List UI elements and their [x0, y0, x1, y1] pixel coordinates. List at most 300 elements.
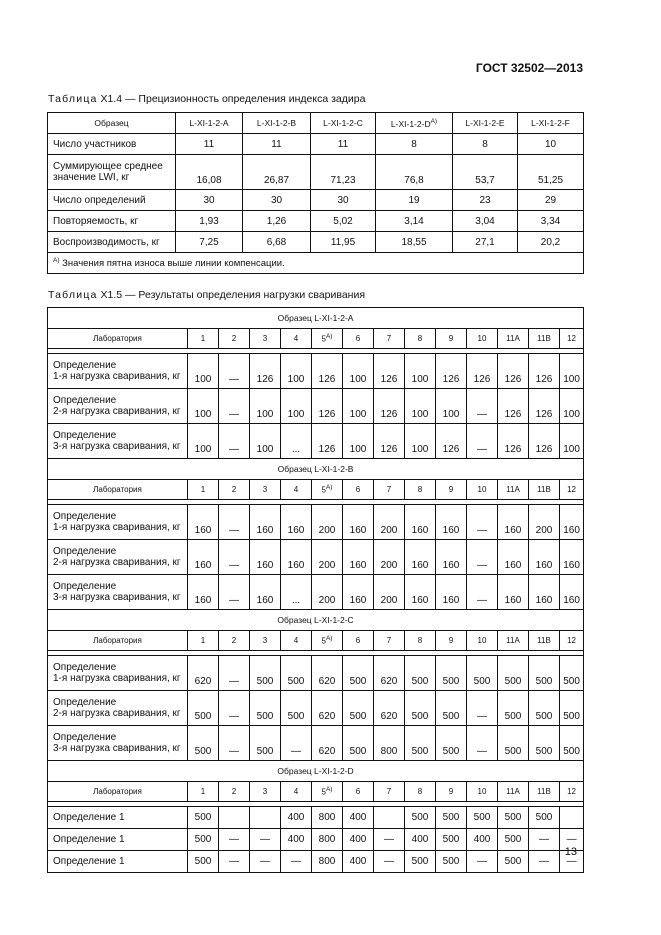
table-cell: 500	[436, 807, 467, 829]
row-label-line: Определение 1	[53, 812, 125, 823]
table-cell: 500	[405, 726, 436, 761]
row-label-line: 2-я нагрузка сваривания, кг	[53, 557, 181, 568]
lab-number-text: 4	[293, 636, 299, 645]
row-label-line: Определение	[53, 546, 117, 557]
lab-number-text: 1	[200, 636, 206, 645]
row-label	[48, 807, 188, 829]
table-cell: —	[250, 851, 281, 873]
table-cell: 500	[250, 726, 281, 761]
sample-name: Образец L-XI-1-2-D	[48, 761, 584, 782]
row-label-line: 1-я нагрузка сваривания, кг	[53, 673, 181, 684]
lab-number	[343, 480, 374, 500]
lab-number	[343, 329, 374, 349]
row-label	[48, 726, 188, 761]
table-cell: ...	[281, 575, 312, 610]
table-cell: 500	[529, 726, 560, 761]
row-label-line: 3-я нагрузка сваривания, кг	[53, 441, 181, 452]
lab-number	[281, 329, 312, 349]
footnote-row	[48, 253, 584, 274]
lab-number-text: 8	[417, 787, 423, 796]
sample-header-row	[48, 459, 584, 480]
lab-number-text: 12	[567, 334, 577, 343]
lab-number-text: 11B	[537, 485, 551, 494]
table-cell: 160	[560, 540, 584, 575]
lab-number-text: 6	[355, 787, 361, 796]
table-cell: —	[560, 851, 584, 873]
lab-number-text: 5	[321, 787, 326, 797]
lab-number	[560, 782, 584, 802]
data-row	[48, 575, 584, 610]
footnote-marker: A)	[325, 635, 333, 643]
footnote-marker: A)	[430, 117, 438, 125]
lab-number	[560, 329, 584, 349]
table-cell: 500	[436, 851, 467, 873]
data-row	[48, 829, 584, 851]
table-cell: 160	[560, 575, 584, 610]
lab-number	[405, 631, 436, 651]
lab-number-text: 1	[200, 485, 206, 494]
footnote-marker: A)	[325, 484, 333, 492]
table-cell: 126	[374, 389, 405, 424]
table-cell: 100	[343, 354, 374, 389]
table-cell: 160	[498, 575, 529, 610]
lab-number	[343, 782, 374, 802]
row-label	[48, 540, 188, 575]
table-cell: 160	[281, 540, 312, 575]
table-cell: 500	[436, 656, 467, 691]
lab-number	[374, 480, 405, 500]
table-cell: 400	[405, 829, 436, 851]
row-label-line: Определение	[53, 395, 117, 406]
row-label	[48, 424, 188, 459]
table-cell: 500	[188, 691, 219, 726]
table-cell: 100	[405, 389, 436, 424]
table-cell: 500	[498, 807, 529, 829]
table-cell: 500	[498, 656, 529, 691]
table-cell: ...	[281, 424, 312, 459]
row-label	[48, 354, 188, 389]
lab-number-text: 8	[417, 485, 423, 494]
table-cell: 200	[374, 505, 405, 540]
row-label-line: 3-я нагрузка сваривания, кг	[53, 743, 181, 754]
table-cell: 160	[405, 540, 436, 575]
table-row	[48, 211, 584, 232]
table-cell: 26,87	[243, 155, 311, 190]
table-cell: 500	[529, 656, 560, 691]
table-cell: 160	[436, 575, 467, 610]
lab-label: Лаборатория	[48, 329, 188, 349]
sample-name: Образец L-XI-1-2-C	[48, 610, 584, 631]
table-cell: 500	[188, 807, 219, 829]
lab-header-row	[48, 782, 584, 802]
table-cell: 20,2	[518, 232, 584, 253]
lab-number	[312, 631, 343, 651]
sample-header-row	[48, 308, 584, 329]
table-cell: 53,7	[453, 155, 518, 190]
table-cell: 160	[188, 540, 219, 575]
table-cell: 620	[188, 656, 219, 691]
sample-name: Образец L-XI-1-2-B	[48, 459, 584, 480]
table-cell: 500	[405, 656, 436, 691]
table-cell: 18,55	[376, 232, 453, 253]
table-cell: 500	[529, 807, 560, 829]
table-cell: —	[219, 851, 250, 873]
lab-number-text: 2	[231, 334, 237, 343]
table-cell: 100	[188, 354, 219, 389]
row-label-line: 3-я нагрузка сваривания, кг	[53, 592, 181, 603]
caption-prefix: Таблица	[48, 93, 98, 105]
table-cell: 500	[405, 851, 436, 873]
row-label-line: 2-я нагрузка сваривания, кг	[53, 708, 181, 719]
table-cell: 100	[405, 354, 436, 389]
table-cell: 800	[312, 807, 343, 829]
column-header-label: Образец	[94, 118, 129, 128]
column-header-specimen	[311, 113, 376, 134]
table-cell: —	[467, 851, 498, 873]
column-header-specimen	[518, 113, 584, 134]
lab-number	[467, 480, 498, 500]
table-cell: 11	[311, 134, 376, 155]
table-cell: 7,25	[176, 232, 243, 253]
lab-number	[560, 480, 584, 500]
table-cell: 100	[250, 424, 281, 459]
table-cell: 126	[529, 389, 560, 424]
table-row	[48, 155, 584, 190]
table-cell: 160	[529, 575, 560, 610]
table-cell: 29	[518, 190, 584, 211]
table-cell: 500	[467, 807, 498, 829]
lab-number-text: 9	[448, 636, 454, 645]
lab-header-row	[48, 480, 584, 500]
lab-number-text: 11A	[506, 485, 520, 494]
lab-number	[281, 782, 312, 802]
table-cell: 160	[498, 540, 529, 575]
precision-table	[47, 112, 584, 274]
table-cell: 100	[281, 354, 312, 389]
table-cell: 126	[498, 389, 529, 424]
lab-number	[312, 480, 343, 500]
table-cell: —	[467, 726, 498, 761]
lab-number	[498, 329, 529, 349]
row-label	[48, 691, 188, 726]
row-label-line: Определение	[53, 581, 117, 592]
table-cell: 500	[250, 656, 281, 691]
table-cell: 500	[560, 726, 584, 761]
table-cell: 800	[312, 851, 343, 873]
row-label-line: Определение	[53, 511, 117, 522]
lab-number	[467, 631, 498, 651]
table-cell: 100	[560, 424, 584, 459]
sample-name: Образец L-XI-1-2-A	[48, 308, 584, 329]
table-cell: 400	[467, 829, 498, 851]
row-label-line: 1-я нагрузка сваривания, кг	[53, 522, 181, 533]
table-cell: 19	[376, 190, 453, 211]
row-label	[48, 829, 188, 851]
table-cell: 23	[453, 190, 518, 211]
table-cell: 126	[374, 424, 405, 459]
row-label-line: Определение	[53, 360, 117, 371]
table-cell: 620	[312, 726, 343, 761]
table-cell: 100	[405, 424, 436, 459]
table-cell: 620	[374, 691, 405, 726]
lab-number-text: 9	[448, 787, 454, 796]
page-number: 13	[564, 846, 577, 858]
table-cell: 126	[436, 424, 467, 459]
lab-label: Лаборатория	[48, 480, 188, 500]
lab-number-text: 4	[293, 787, 299, 796]
lab-number	[560, 631, 584, 651]
lab-number	[436, 782, 467, 802]
table-cell: 500	[498, 851, 529, 873]
lab-number-text: 8	[417, 334, 423, 343]
lab-number-text: 1	[200, 334, 206, 343]
table-cell: —	[219, 726, 250, 761]
lab-number	[219, 329, 250, 349]
lab-label: Лаборатория	[48, 782, 188, 802]
lab-number-text: 9	[448, 334, 454, 343]
row-label-line: Определение	[53, 662, 117, 673]
table-cell: 200	[312, 505, 343, 540]
table-cell	[250, 807, 281, 829]
table-cell: 620	[312, 656, 343, 691]
column-header-specimen	[176, 113, 243, 134]
row-label: Число участников	[48, 134, 176, 155]
sample-header-row	[48, 761, 584, 782]
footnote-marker: A)	[53, 256, 60, 264]
lab-number	[281, 631, 312, 651]
table-x14-caption	[48, 93, 365, 105]
data-row	[48, 807, 584, 829]
row-label-line: Определение	[53, 697, 117, 708]
table-cell: 500	[498, 726, 529, 761]
caption-text: Х1.5 — Результаты определения нагрузки сваривания	[100, 289, 366, 301]
lab-number-text: 6	[355, 334, 361, 343]
table-cell: —	[219, 389, 250, 424]
table-cell: 5,02	[311, 211, 376, 232]
lab-number	[374, 782, 405, 802]
table-cell: 30	[176, 190, 243, 211]
table-cell: 100	[188, 389, 219, 424]
table-cell: 126	[436, 354, 467, 389]
table-cell: 400	[281, 807, 312, 829]
table-cell: 100	[343, 424, 374, 459]
lab-number	[188, 782, 219, 802]
lab-number-text: 10	[477, 787, 487, 796]
column-header-sample	[48, 113, 176, 134]
row-label	[48, 656, 188, 691]
lab-number	[312, 782, 343, 802]
table-cell: 126	[529, 424, 560, 459]
table-cell: 160	[281, 505, 312, 540]
table-cell: —	[374, 829, 405, 851]
table-cell: 500	[560, 691, 584, 726]
lab-number	[529, 329, 560, 349]
table-cell: 160	[343, 540, 374, 575]
lab-number-text: 7	[386, 787, 392, 796]
table-cell: 100	[436, 389, 467, 424]
lab-number	[343, 631, 374, 651]
lab-number-text: 5	[321, 334, 326, 344]
lab-number	[529, 480, 560, 500]
lab-number-text: 11B	[537, 787, 551, 796]
table-cell: 400	[343, 807, 374, 829]
data-row	[48, 505, 584, 540]
table-cell: 6,68	[243, 232, 311, 253]
table-cell: 160	[529, 540, 560, 575]
table-cell: 3,04	[453, 211, 518, 232]
lab-number	[405, 480, 436, 500]
table-cell: 1,93	[176, 211, 243, 232]
row-label	[48, 851, 188, 873]
lab-number-text: 1	[200, 787, 206, 796]
lab-number-text: 3	[262, 787, 268, 796]
lab-number	[374, 631, 405, 651]
row-label-line: 1-я нагрузка сваривания, кг	[53, 371, 181, 382]
row-label: Число определений	[48, 190, 176, 211]
header-row	[48, 113, 584, 134]
sample-header-row	[48, 610, 584, 631]
row-label: Повторяемость, кг	[48, 211, 176, 232]
table-cell: 620	[312, 691, 343, 726]
table-cell: 400	[343, 851, 374, 873]
table-cell: 51,25	[518, 155, 584, 190]
footnote-marker: A)	[325, 333, 333, 341]
table-cell: 500	[436, 726, 467, 761]
table-cell: 500	[343, 726, 374, 761]
data-row	[48, 354, 584, 389]
lab-number-text: 5	[321, 485, 326, 495]
caption-text: Х1.4 — Прецизионность определения индекса задира	[100, 93, 366, 105]
lab-number-text: 3	[262, 485, 268, 494]
table-cell: —	[219, 540, 250, 575]
lab-number	[188, 480, 219, 500]
table-cell: 620	[374, 656, 405, 691]
table-cell: 160	[436, 505, 467, 540]
lab-number-text: 11B	[537, 636, 551, 645]
table-cell: 100	[560, 354, 584, 389]
table-cell: 30	[311, 190, 376, 211]
lab-number	[405, 782, 436, 802]
table-cell: 500	[188, 829, 219, 851]
table-cell: 500	[343, 656, 374, 691]
lab-number-text: 7	[386, 636, 392, 645]
lab-number-text: 5	[321, 636, 326, 646]
lab-header-row	[48, 631, 584, 651]
table-cell: 500	[250, 691, 281, 726]
table-cell: 400	[343, 829, 374, 851]
lab-number	[219, 782, 250, 802]
table-cell: 126	[467, 354, 498, 389]
table-cell: 200	[312, 575, 343, 610]
table-cell: 27,1	[453, 232, 518, 253]
table-cell: 30	[243, 190, 311, 211]
lab-number	[250, 782, 281, 802]
lab-number	[529, 782, 560, 802]
table-cell: 500	[498, 829, 529, 851]
table-cell: 160	[560, 505, 584, 540]
lab-number-text: 10	[477, 485, 487, 494]
footnote-text: Значения пятна износа выше линии компенсации.	[62, 258, 285, 270]
table-cell: 11,95	[311, 232, 376, 253]
table-cell: 8	[376, 134, 453, 155]
lab-number	[498, 480, 529, 500]
table-cell: 800	[312, 829, 343, 851]
column-header-label: L-XI-1-2-B	[256, 118, 297, 128]
table-cell: 160	[405, 505, 436, 540]
table-cell: 160	[343, 505, 374, 540]
table-cell: 100	[281, 389, 312, 424]
table-cell: —	[467, 575, 498, 610]
lab-number-text: 3	[262, 334, 268, 343]
footnote-cell	[48, 253, 584, 274]
lab-number-text: 7	[386, 334, 392, 343]
weld-load-table	[47, 307, 584, 873]
row-label: Суммирующее среднее значение LWI, кг	[48, 155, 176, 190]
lab-number-text: 10	[477, 334, 487, 343]
lab-number	[250, 480, 281, 500]
row-label	[48, 389, 188, 424]
data-row	[48, 691, 584, 726]
table-row	[48, 134, 584, 155]
lab-label: Лаборатория	[48, 631, 188, 651]
lab-number-text: 4	[293, 334, 299, 343]
table-cell: —	[281, 851, 312, 873]
row-label: Воспроизводимость, кг	[48, 232, 176, 253]
table-cell: —	[467, 424, 498, 459]
column-header-label: L-XI-1-2-A	[189, 118, 229, 128]
table-cell: —	[219, 575, 250, 610]
table-cell: —	[219, 505, 250, 540]
lab-number	[498, 631, 529, 651]
table-cell: —	[219, 354, 250, 389]
table-cell: 8	[453, 134, 518, 155]
lab-number-text: 11A	[506, 787, 520, 796]
lab-number	[219, 631, 250, 651]
lab-header-row	[48, 329, 584, 349]
lab-number-text: 6	[355, 485, 361, 494]
lab-number-text: 2	[231, 636, 237, 645]
lab-number-text: 8	[417, 636, 423, 645]
table-cell: 500	[436, 691, 467, 726]
lab-number	[188, 631, 219, 651]
table-cell: 126	[250, 354, 281, 389]
table-cell	[560, 807, 584, 829]
table-cell: 200	[374, 575, 405, 610]
row-label-line: Определение	[53, 732, 117, 743]
table-cell: 76,8	[376, 155, 453, 190]
table-cell: 100	[560, 389, 584, 424]
column-header-label: L-XI-1-2-D	[390, 118, 431, 129]
column-header-label: L-XI-1-2-E	[465, 118, 505, 128]
table-cell: 160	[250, 540, 281, 575]
row-label-line: 2-я нагрузка сваривания, кг	[53, 406, 181, 417]
lab-number	[281, 480, 312, 500]
table-cell: —	[250, 829, 281, 851]
lab-number-text: 11A	[506, 636, 520, 645]
table-cell: 800	[374, 726, 405, 761]
table-cell: 500	[281, 691, 312, 726]
table-cell: 500	[560, 656, 584, 691]
table-cell: 71,23	[311, 155, 376, 190]
table-cell: 100	[343, 389, 374, 424]
column-header-label: L-XI-1-2-F	[531, 118, 570, 128]
table-cell: 3,34	[518, 211, 584, 232]
table-cell: 500	[498, 691, 529, 726]
table-cell: —	[467, 540, 498, 575]
table-cell: 400	[281, 829, 312, 851]
table-cell: 500	[343, 691, 374, 726]
table-cell: 160	[405, 575, 436, 610]
